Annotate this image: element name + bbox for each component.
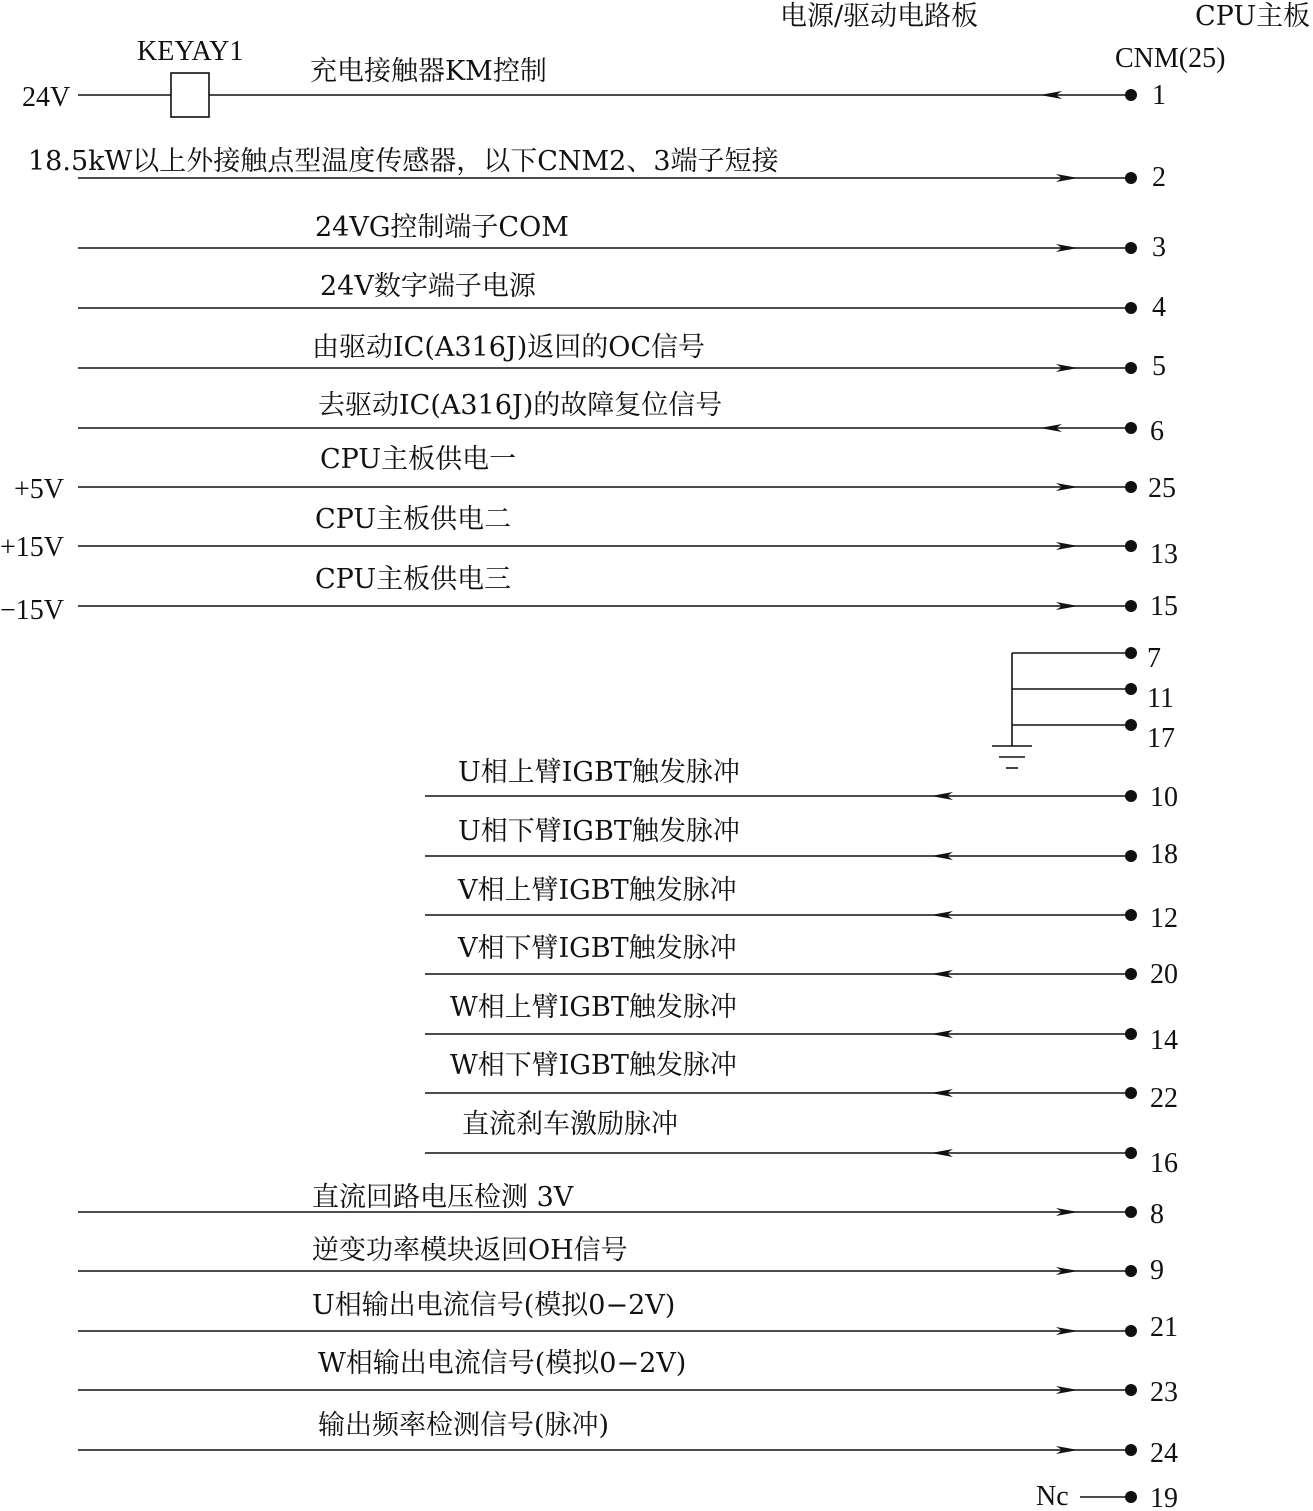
signal-label: CPU主板供电三: [315, 564, 512, 595]
pin-dot: [1125, 1087, 1137, 1099]
signal-label: 直流刹车激励脉冲: [462, 1109, 678, 1140]
pin-number: 21: [1150, 1312, 1178, 1343]
pin-number: 24: [1150, 1438, 1178, 1469]
pin-number: 15: [1150, 591, 1178, 622]
signal-row-13: [0, 504, 1178, 570]
pin-dot: [1125, 481, 1137, 493]
signal-label: V相上臂IGBT触发脉冲: [458, 875, 737, 906]
pin-number: 10: [1150, 782, 1178, 813]
pin-dot: [1125, 1028, 1137, 1040]
source-voltage-label: +15V: [0, 532, 65, 563]
pin-dot: [1125, 790, 1137, 802]
signal-rows: [0, 56, 1178, 1511]
signal-row-5: [78, 332, 1166, 382]
signal-row-24: [78, 1410, 1178, 1469]
signal-label: 充电接触器KM控制: [310, 56, 547, 87]
signal-label: V相下臂IGBT触发脉冲: [458, 933, 737, 964]
signal-row-15: [0, 564, 1178, 626]
pin-dot: [1125, 362, 1137, 374]
signal-label: W相上臂IGBT触发脉冲: [450, 992, 737, 1023]
source-voltage-label: 24V: [22, 82, 71, 113]
signal-row-3: [78, 212, 1166, 263]
pin-number: 2: [1152, 162, 1166, 193]
pin-dot: [1125, 1384, 1137, 1396]
pin-number: 23: [1150, 1377, 1178, 1408]
pin-number: 7: [1147, 643, 1161, 674]
pin-dot: [1125, 968, 1137, 980]
signal-row-22: [425, 1050, 1178, 1114]
pin-number: 4: [1152, 292, 1166, 323]
pin-dot: [1125, 1265, 1137, 1277]
signal-row-14: [425, 992, 1178, 1056]
pin-dot: [1125, 1491, 1137, 1503]
relay-label: KEYAY1: [137, 36, 244, 67]
pin-number: 9: [1150, 1255, 1164, 1286]
signal-label: 18.5kW以上外接触点型温度传感器，以下CNM2、3端子短接: [28, 146, 779, 177]
signal-row-17: [1125, 719, 1175, 754]
pin-dot: [1125, 172, 1137, 184]
pin-dot: [1125, 302, 1137, 314]
pin-number: 8: [1150, 1199, 1164, 1230]
pin-number: 1: [1152, 80, 1166, 111]
signal-row-10: [425, 757, 1178, 813]
signal-row-2: [28, 146, 1166, 193]
pin-dot: [1125, 1206, 1137, 1218]
source-voltage-label: −15V: [0, 595, 65, 626]
signal-label: CPU主板供电一: [320, 444, 517, 475]
relay-box-symbol: [171, 73, 209, 117]
pin-number: 19: [1150, 1483, 1178, 1511]
signal-row-18: [425, 816, 1178, 870]
signal-label: 去驱动IC(A316J)的故障复位信号: [318, 390, 723, 421]
signal-row-4: [78, 271, 1166, 323]
signal-label: U相上臂IGBT触发脉冲: [458, 757, 740, 788]
pin-dot: [1125, 600, 1137, 612]
pin-number: 18: [1150, 839, 1178, 870]
signal-label: 由驱动IC(A316J)返回的OC信号: [312, 332, 706, 363]
connector-name: CNM(25): [1115, 43, 1226, 74]
signal-label: 24VG控制端子COM: [315, 212, 569, 243]
signal-label: W相下臂IGBT触发脉冲: [450, 1050, 737, 1081]
pin-dot: [1125, 1325, 1137, 1337]
pin-number: 3: [1152, 232, 1166, 263]
pin-number: 6: [1150, 416, 1164, 447]
signal-label: 24V数字端子电源: [320, 271, 536, 302]
pin-number: 14: [1150, 1025, 1178, 1056]
pin-number: 12: [1150, 903, 1178, 934]
signal-row-12: [425, 875, 1178, 934]
signal-row-8: [78, 1182, 1164, 1230]
signal-row-20: [425, 933, 1178, 990]
board-title: 电源/驱动电路板: [780, 1, 979, 32]
nc-label: Nc: [1036, 1481, 1069, 1511]
signal-row-11: [1125, 683, 1174, 714]
cpu-board-title: CPU主板: [1195, 1, 1311, 32]
ground-icon: [992, 746, 1032, 768]
pin-dot: [1125, 850, 1137, 862]
pin-dot: [1125, 89, 1137, 101]
signal-label: U相下臂IGBT触发脉冲: [458, 816, 740, 847]
pin-number: 16: [1150, 1148, 1178, 1179]
signal-row-6: [78, 390, 1164, 447]
signal-label: 直流回路电压检测 3V: [312, 1182, 574, 1213]
pin-number: 13: [1150, 539, 1178, 570]
signal-label: W相输出电流信号(模拟0−2V): [318, 1348, 687, 1379]
signal-row-16: [425, 1109, 1178, 1179]
ground-bus: [1012, 653, 1131, 746]
pin-number: 20: [1150, 959, 1178, 990]
signal-label: 逆变功率模块返回OH信号: [312, 1235, 628, 1266]
pin-dot: [1125, 1444, 1137, 1456]
pin-dot: [1125, 540, 1137, 552]
pin-number: 25: [1148, 473, 1176, 504]
source-voltage-label: +5V: [14, 474, 65, 505]
signal-label: CPU主板供电二: [315, 504, 512, 535]
pin-dot: [1125, 422, 1137, 434]
signal-label: 输出频率检测信号(脉冲): [318, 1410, 610, 1441]
signal-row-23: [78, 1348, 1178, 1408]
pin-dot: [1125, 242, 1137, 254]
signal-row-7: [1125, 643, 1161, 674]
pin-dot: [1125, 909, 1137, 921]
signal-row-19: [1080, 1483, 1178, 1511]
pin-dot: [1125, 647, 1137, 659]
pin-number: 22: [1150, 1083, 1178, 1114]
pin-dot: [1125, 719, 1137, 731]
signal-row-25: [14, 444, 1176, 505]
signal-label: U相输出电流信号(模拟0−2V): [312, 1290, 676, 1321]
signal-row-21: [78, 1290, 1178, 1343]
pin-dot: [1125, 683, 1137, 695]
pin-number: 11: [1147, 683, 1174, 714]
pin-number: 17: [1147, 723, 1175, 754]
pin-number: 5: [1152, 351, 1166, 382]
signal-row-9: [78, 1235, 1164, 1286]
pin-dot: [1125, 1147, 1137, 1159]
